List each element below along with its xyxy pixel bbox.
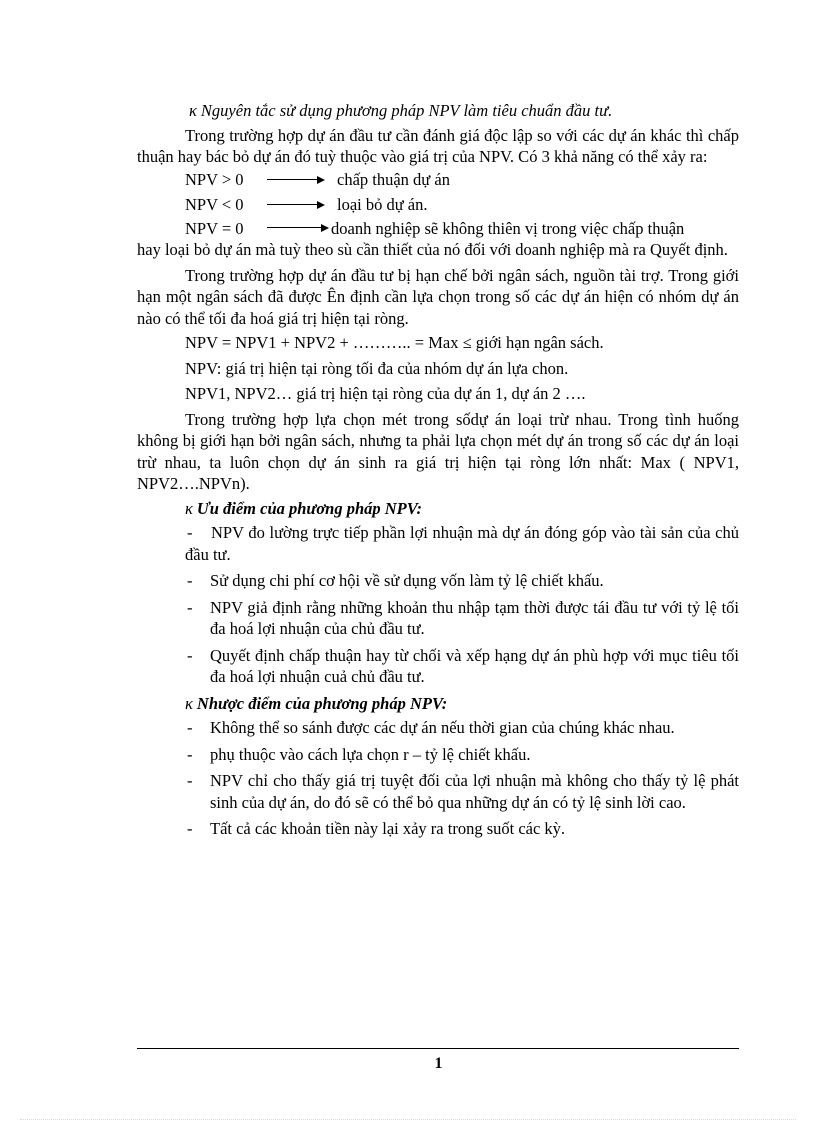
list-item: - NPV chỉ cho thấy giá trị tuyệt đối của lợi nhuận mà không cho thấy tỷ lệ phát sinh của dự án, do đó sẽ có thể bỏ qua những dự án có tỷ lệ sinh lời cao. bbox=[185, 770, 739, 813]
advantages-heading: κ Ưu điểm của phương pháp NPV: bbox=[185, 498, 423, 518]
right-arrow-icon bbox=[267, 223, 329, 233]
disadvantages-list bbox=[185, 717, 739, 840]
mutually-exclusive-paragraph: Trong trường hợp lựa chọn mét trong sốdự án loại trừ nhau. Trong tình huống không bị giới hạn bởi ngân sách, nhưng ta phải lựa chọn mét dự án trong số các dự án loại trừ nhau, ta luôn chọn dự án sinh ra giá trị hiện tại ròng lớn nhất: Max ( NPV1, NPV2….NPVn). bbox=[137, 409, 739, 493]
budget-paragraph: Trong trường hợp dự án đầu tư bị hạn chế bởi ngân sách, nguồn tài trợ. Trong giới hạn một ngân sách đã được Ên định cần lựa chọn trong số các dự án hiện có nhóm dự án nào có thể tối đa hoá giá trị hiện tại ròng. bbox=[137, 265, 739, 328]
list-item: - phụ thuộc vào cách lựa chọn r – tỷ lệ chiết khấu. bbox=[185, 744, 739, 766]
npv-case-positive bbox=[185, 168, 739, 193]
npv-case-result: chấp thuận dự án bbox=[337, 170, 450, 190]
list-item: - Tất cả các khoản tiền này lại xảy ra trong suốt các kỳ. bbox=[185, 818, 739, 840]
footer-divider bbox=[137, 1048, 739, 1049]
list-item: - Không thể so sánh được các dự án nếu thời gian của chúng khác nhau. bbox=[185, 717, 739, 739]
list-item: - Quyết định chấp thuận hay từ chối và xếp hạng dự án phù hợp với mục tiêu tối đa hoá lợi nhuận cuả chủ đầu tư. bbox=[185, 645, 739, 688]
kappa-bullet-icon: κ bbox=[185, 498, 193, 518]
advantages-list bbox=[185, 522, 739, 688]
npv-definition: NPV: giá trị hiện tại ròng tối đa của nhóm dự án lựa chon. bbox=[185, 358, 569, 378]
npvi-definition: NPV1, NPV2… giá trị hiện tại ròng của dự án 1, dự án 2 …. bbox=[185, 384, 586, 403]
npv-case-result: doanh nghiệp sẽ không thiên vị trong việc chấp thuận bbox=[331, 218, 685, 238]
npv-case-condition: NPV = 0 bbox=[185, 218, 244, 238]
principle-intro-paragraph: Trong trường hợp dự án đầu tư cần đánh giá độc lập so với các dự án khác thì chấp thuận hay bác bỏ dự án đó tuỳ thuộc vào giá trị của NPV. Có 3 khả năng có thể xảy ra: bbox=[137, 125, 739, 166]
disadvantages-heading: κ Nhược điểm của phương pháp NPV: bbox=[185, 693, 448, 713]
list-item: - Sử dụng chi phí cơ hội về sử dụng vốn làm tỷ lệ chiết khấu. bbox=[185, 570, 739, 592]
npv-case-negative bbox=[185, 193, 739, 218]
page-bottom-dotted-border bbox=[20, 1119, 796, 1120]
principle-heading: κ Nguyên tắc sử dụng phương pháp NPV làm tiêu chuẩn đầu tư. bbox=[189, 101, 613, 120]
npv-case-condition: NPV > 0 bbox=[185, 170, 244, 190]
page-number: 1 bbox=[434, 1055, 443, 1072]
right-arrow-icon bbox=[267, 200, 325, 210]
npv-case-result: loại bỏ dự án. bbox=[337, 195, 428, 215]
npv-case-zero bbox=[185, 218, 739, 240]
kappa-bullet-icon: κ bbox=[185, 693, 193, 713]
npv-case-condition: NPV < 0 bbox=[185, 195, 244, 215]
right-arrow-icon bbox=[267, 175, 325, 185]
npv-zero-continuation: hay loại bỏ dự án mà tuỳ theo sù cần thiết của nó đối với doanh nghiệp mà ra Quyết định. bbox=[137, 240, 728, 259]
list-item: - NPV đo lường trực tiếp phần lợi nhuận mà dự án đóng góp vào tài sản của chủ đầu tư. bbox=[185, 522, 739, 565]
page-body bbox=[137, 100, 739, 845]
list-item: - NPV giả định rằng những khoản thu nhập tạm thời được tái đầu tư với tỷ lệ tối đa hoá lợi nhuận của chủ đầu tư. bbox=[185, 597, 739, 640]
kappa-bullet-icon: κ bbox=[189, 101, 197, 120]
npv-formula: NPV = NPV1 + NPV2 + ……….. = Max ≤ giới hạn ngân sách. bbox=[185, 333, 604, 352]
